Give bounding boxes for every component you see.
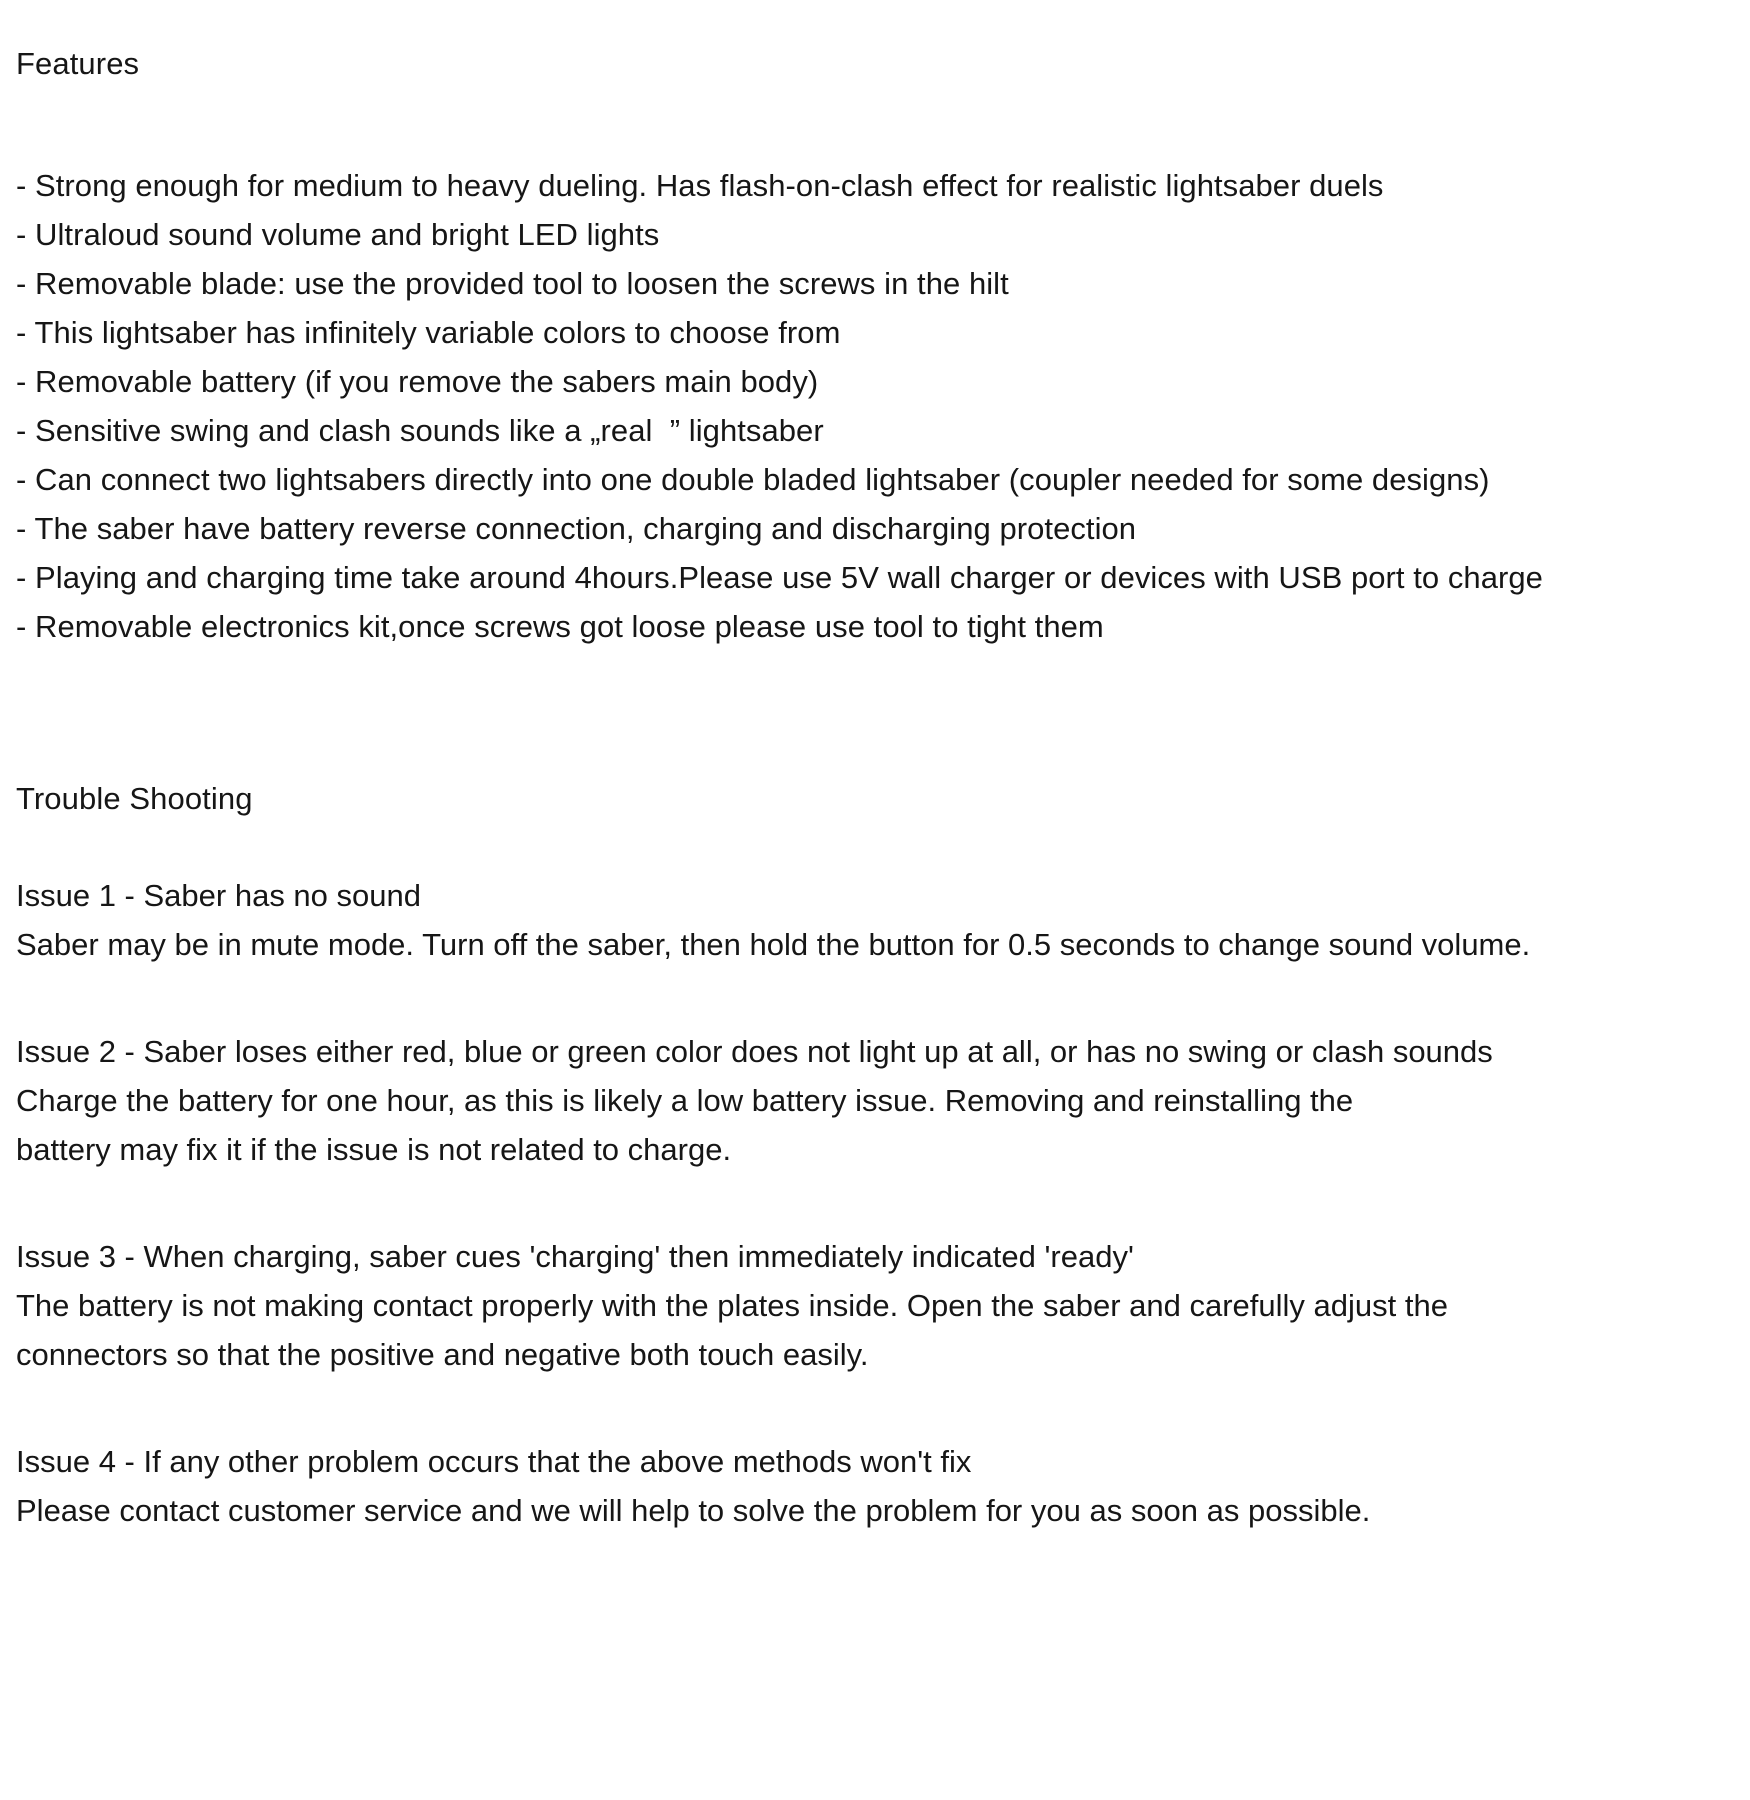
spacer-between-issues xyxy=(16,1174,1726,1232)
issue-body-line: Saber may be in mute mode. Turn off the saber, then hold the button for 0.5 seconds to change sound volume. xyxy=(16,927,1531,962)
issue-block-2 xyxy=(16,1027,1726,1174)
feature-item: - This lightsaber has infinitely variable colors to choose from xyxy=(16,315,841,350)
spacer-between-sections xyxy=(16,651,1726,779)
feature-item: - Strong enough for medium to heavy dueling. Has flash-on-clash effect for realistic lightsaber duels xyxy=(16,168,1384,203)
features-heading: Features xyxy=(16,46,140,81)
feature-item: - Playing and charging time take around 4hours.Please use 5V wall charger or devices with USB port to charge xyxy=(16,560,1543,595)
feature-item: - Removable battery (if you remove the sabers main body) xyxy=(16,364,819,399)
feature-item: - The saber have battery reverse connection, charging and discharging protection xyxy=(16,511,1137,546)
issue-body-line: battery may fix it if the issue is not related to charge. xyxy=(16,1132,732,1167)
feature-item: - Removable blade: use the provided tool to loosen the screws in the hilt xyxy=(16,266,1009,301)
spacer-after-troubleshooting-heading xyxy=(16,819,1726,871)
features-list xyxy=(16,161,1726,651)
feature-item: - Sensitive swing and clash sounds like a „real ” lightsaber xyxy=(16,413,824,448)
issue-body-line: The battery is not making contact properly with the plates inside. Open the saber and carefully adjust the xyxy=(16,1288,1448,1323)
feature-item: - Removable electronics kit,once screws got loose please use tool to tight them xyxy=(16,609,1104,644)
issue-body-line: connectors so that the positive and negative both touch easily. xyxy=(16,1337,869,1372)
issue-block-4 xyxy=(16,1437,1726,1535)
troubleshooting-heading: Trouble Shooting xyxy=(16,781,253,816)
issue-title: Issue 3 - When charging, saber cues 'charging' then immediately indicated 'ready' xyxy=(16,1239,1134,1274)
issue-body-line: Please contact customer service and we will help to solve the problem for you as soon as possible. xyxy=(16,1493,1371,1528)
spacer-between-issues xyxy=(16,1379,1726,1437)
issue-block-3 xyxy=(16,1232,1726,1379)
spacer-after-features-heading xyxy=(16,84,1726,161)
feature-item: - Ultraloud sound volume and bright LED lights xyxy=(16,217,660,252)
issue-title: Issue 2 - Saber loses either red, blue or green color does not light up at all, or has no swing or clash sounds xyxy=(16,1034,1493,1069)
issue-title: Issue 4 - If any other problem occurs that the above methods won't fix xyxy=(16,1444,972,1479)
spacer-between-issues xyxy=(16,969,1726,1027)
issue-title: Issue 1 - Saber has no sound xyxy=(16,878,421,913)
feature-item: - Can connect two lightsabers directly into one double bladed lightsaber (coupler needed for some designs) xyxy=(16,462,1490,497)
issue-body-line: Charge the battery for one hour, as this is likely a low battery issue. Removing and reinstalling the xyxy=(16,1083,1354,1118)
issue-block-1 xyxy=(16,871,1726,969)
